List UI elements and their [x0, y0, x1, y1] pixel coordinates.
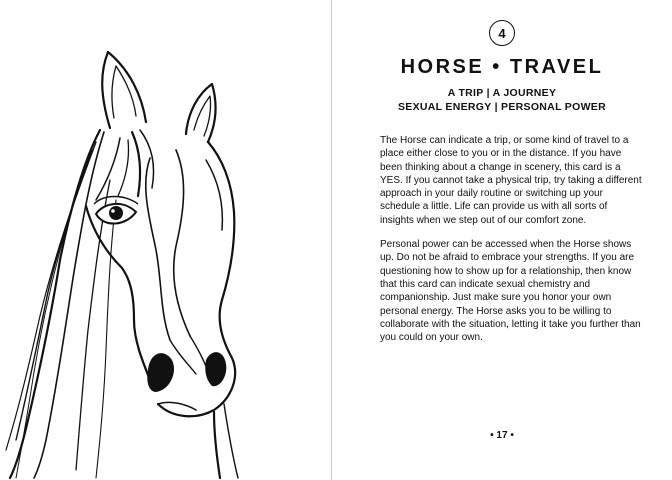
card-description — [380, 134, 642, 355]
cheek — [206, 160, 222, 230]
card-number-badge — [489, 20, 515, 46]
card-number: 4 — [498, 25, 506, 41]
keywords-line-2: SEXUAL ENERGY | PERSONAL POWER — [398, 101, 606, 113]
head-left-edge — [86, 206, 150, 380]
blaze-right — [174, 150, 190, 336]
card-title: HORSE • TRAVEL — [400, 56, 604, 78]
paragraph-1: The Horse can indicate a trip, or some kind of travel to a place either close to you or in the distance. If you have been thinking about a change in scenery, this card is a YES. If you cannot take a physical trip, try taking a different approach in your daily routine or switching up your schedule a little. Life can provide us with all sorts of insights when we step out of our comfort zone. — [380, 135, 642, 226]
keywords — [332, 86, 672, 114]
mane — [10, 130, 100, 478]
nostril-right — [205, 352, 226, 386]
forelock — [132, 132, 140, 196]
illustration-page — [0, 0, 331, 480]
nostril-left — [147, 353, 174, 392]
page-number: • 17 • — [490, 430, 514, 441]
text-page — [332, 0, 672, 480]
paragraph-2: Personal power can be accessed when the Horse shows up. Do not be afraid to embrace your strengths. If you are questioning how to show up for a relationship, then know that this card can indicate sexual chemistry and companionship. Just make sure you honor your own personal energy. The Horse asks you to be willing to collaborate with the situation, letting it take you further than you could on your own. — [380, 239, 641, 344]
neck-line — [214, 412, 220, 478]
left-ear — [102, 52, 146, 128]
keywords-line-1: A TRIP | A JOURNEY — [447, 87, 557, 99]
blaze-left — [146, 158, 170, 340]
right-ear — [186, 84, 215, 142]
left-ear-inner — [112, 66, 136, 118]
blaze-lower — [170, 336, 212, 384]
horse-illustration — [0, 0, 331, 480]
